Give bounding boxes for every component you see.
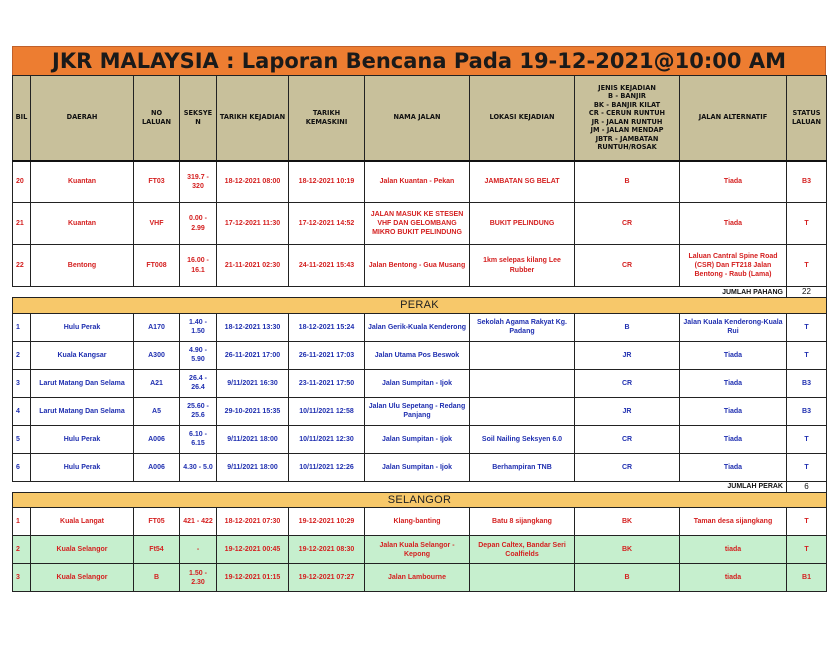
cell-tarikh-kejadian: 21-11-2021 02:30 (217, 245, 289, 287)
table-row (13, 453, 827, 481)
cell-status: T (787, 536, 827, 564)
cell-seksyen: 26.4 - 26.4 (180, 369, 217, 397)
cell-bil: 3 (13, 564, 31, 592)
cell-bil: 22 (13, 245, 31, 287)
cell-bil: 1 (13, 313, 31, 341)
disaster-report-sheet (12, 46, 826, 592)
cell-daerah: Hulu Perak (31, 453, 134, 481)
cell-lokasi (470, 564, 575, 592)
cell-tarikh-kemaskini: 24-11-2021 15:43 (289, 245, 365, 287)
cell-daerah: Hulu Perak (31, 425, 134, 453)
cell-no-laluan: A006 (134, 453, 180, 481)
cell-bil: 20 (13, 161, 31, 203)
total-label-perak: JUMLAH PERAK (13, 481, 787, 492)
cell-jenis: CR (575, 369, 680, 397)
cell-jenis: CR (575, 203, 680, 245)
cell-seksyen: 6.10 - 6.15 (180, 425, 217, 453)
section-header-perak (13, 298, 827, 313)
col-header-jenis-kejadian (575, 76, 680, 161)
cell-nama-jalan: Jalan Gerik-Kuala Kenderong (365, 313, 470, 341)
cell-tarikh-kemaskini: 23-11-2021 17:50 (289, 369, 365, 397)
table-row (13, 161, 827, 203)
cell-lokasi: BUKIT PELINDUNG (470, 203, 575, 245)
cell-tarikh-kemaskini: 10/11/2021 12:58 (289, 397, 365, 425)
table-row-highlighted (13, 564, 827, 592)
cell-tarikh-kemaskini: 18-12-2021 10:19 (289, 161, 365, 203)
cell-seksyen: 4.90 - 5.90 (180, 341, 217, 369)
cell-jenis: B (575, 161, 680, 203)
cell-alternatif: Jalan Kuala Kenderong-Kuala Rui (680, 313, 787, 341)
cell-tarikh-kejadian: 9/11/2021 16:30 (217, 369, 289, 397)
cell-jenis: JR (575, 397, 680, 425)
total-label-pahang: JUMLAH PAHANG (13, 287, 787, 298)
cell-jenis: B (575, 564, 680, 592)
cell-no-laluan: Ft54 (134, 536, 180, 564)
cell-bil: 2 (13, 341, 31, 369)
cell-daerah: Larut Matang Dan Selama (31, 397, 134, 425)
cell-no-laluan: FT05 (134, 508, 180, 536)
cell-tarikh-kejadian: 26-11-2021 17:00 (217, 341, 289, 369)
cell-tarikh-kemaskini: 18-12-2021 15:24 (289, 313, 365, 341)
cell-daerah: Kuala Selangor (31, 564, 134, 592)
col-header-jalan-alternatif: JALAN ALTERNATIF (680, 76, 787, 161)
cell-status: T (787, 313, 827, 341)
cell-alternatif: Tiada (680, 453, 787, 481)
cell-alternatif: Tiada (680, 161, 787, 203)
cell-status: T (787, 245, 827, 287)
col-header-daerah: DAERAH (31, 76, 134, 161)
cell-jenis: JR (575, 341, 680, 369)
cell-no-laluan: B (134, 564, 180, 592)
cell-bil: 2 (13, 536, 31, 564)
cell-alternatif: Tiada (680, 425, 787, 453)
cell-status: B3 (787, 397, 827, 425)
cell-tarikh-kejadian: 18-12-2021 08:00 (217, 161, 289, 203)
cell-nama-jalan: Jalan Bentong - Gua Musang (365, 245, 470, 287)
cell-lokasi: Batu 8 sijangkang (470, 508, 575, 536)
cell-tarikh-kemaskini: 17-12-2021 14:52 (289, 203, 365, 245)
cell-jenis: BK (575, 536, 680, 564)
cell-nama-jalan: Jalan Kuala Selangor - Kepong (365, 536, 470, 564)
cell-lokasi: 1km selepas kilang Lee Rubber (470, 245, 575, 287)
section-header-selangor (13, 493, 827, 508)
cell-status: B1 (787, 564, 827, 592)
cell-status: T (787, 341, 827, 369)
cell-no-laluan: FT008 (134, 245, 180, 287)
jenis-legend-bk: BK - BANJIR KILAT (593, 100, 661, 109)
jenis-legend-b: B - BANJIR (608, 92, 646, 101)
cell-alternatif: Tiada (680, 369, 787, 397)
cell-bil: 1 (13, 508, 31, 536)
table-row (13, 369, 827, 397)
jenis-legend-jr: JR - JALAN RUNTUH (591, 117, 663, 126)
cell-no-laluan: A5 (134, 397, 180, 425)
cell-lokasi (470, 369, 575, 397)
cell-nama-jalan: Jalan Sumpitan - Ijok (365, 453, 470, 481)
cell-tarikh-kejadian: 9/11/2021 18:00 (217, 453, 289, 481)
col-header-bil: BIL (13, 76, 31, 161)
cell-lokasi: Soil Nailing Seksyen 6.0 (470, 425, 575, 453)
section-label-perak: PERAK (13, 298, 827, 313)
cell-nama-jalan: Jalan Sumpitan - Ijok (365, 369, 470, 397)
cell-no-laluan: VHF (134, 203, 180, 245)
cell-status: T (787, 203, 827, 245)
cell-tarikh-kemaskini: 26-11-2021 17:03 (289, 341, 365, 369)
cell-tarikh-kejadian: 18-12-2021 07:30 (217, 508, 289, 536)
table-row (13, 508, 827, 536)
cell-daerah: Kuantan (31, 161, 134, 203)
cell-seksyen: 1.40 - 1.50 (180, 313, 217, 341)
cell-seksyen: 16.00 - 16.1 (180, 245, 217, 287)
cell-tarikh-kemaskini: 19-12-2021 08:30 (289, 536, 365, 564)
cell-jenis: CR (575, 245, 680, 287)
cell-bil: 6 (13, 453, 31, 481)
report-title: JKR MALAYSIA : Laporan Bencana Pada 19-12-2021@10:00 AM (12, 46, 826, 75)
cell-no-laluan: FT03 (134, 161, 180, 203)
cell-tarikh-kemaskini: 19-12-2021 10:29 (289, 508, 365, 536)
cell-nama-jalan: JALAN MASUK KE STESEN VHF DAN GELOMBANG MIKRO BUKIT PELINDUNG (365, 203, 470, 245)
jenis-legend-jm: JM - JALAN MENDAP (590, 126, 664, 135)
cell-seksyen: 0.00 - 2.99 (180, 203, 217, 245)
cell-tarikh-kemaskini: 10/11/2021 12:26 (289, 453, 365, 481)
total-value-perak: 6 (787, 481, 827, 492)
cell-daerah: Kuantan (31, 203, 134, 245)
cell-bil: 4 (13, 397, 31, 425)
table-row (13, 341, 827, 369)
cell-daerah: Larut Matang Dan Selama (31, 369, 134, 397)
cell-bil: 5 (13, 425, 31, 453)
cell-nama-jalan: Klang-banting (365, 508, 470, 536)
cell-alternatif: Laluan Cantral Spine Road (CSR) Dan FT218 Jalan Bentong - Raub (Lama) (680, 245, 787, 287)
jenis-legend-jbtr: JBTR - JAMBATAN (595, 134, 659, 143)
cell-daerah: Kuala Kangsar (31, 341, 134, 369)
cell-seksyen: 25.60 - 25.6 (180, 397, 217, 425)
cell-lokasi: Depan Caltex, Bandar Seri Coalfields (470, 536, 575, 564)
cell-no-laluan: A170 (134, 313, 180, 341)
cell-tarikh-kejadian: 18-12-2021 13:30 (217, 313, 289, 341)
section-label-selangor: SELANGOR (13, 493, 827, 508)
col-header-seksyen: SEKSYE N (180, 76, 217, 161)
cell-lokasi (470, 397, 575, 425)
col-header-status-laluan: STATUS LALUAN (787, 76, 827, 161)
report-table (12, 75, 827, 592)
cell-tarikh-kemaskini: 19-12-2021 07:27 (289, 564, 365, 592)
total-value-pahang: 22 (787, 287, 827, 298)
col-header-tarikh-kejadian: TARIKH KEJADIAN (217, 76, 289, 161)
cell-no-laluan: A21 (134, 369, 180, 397)
cell-jenis: B (575, 313, 680, 341)
total-row-pahang (13, 287, 827, 298)
cell-bil: 21 (13, 203, 31, 245)
col-header-nama-jalan: NAMA JALAN (365, 76, 470, 161)
cell-jenis: BK (575, 508, 680, 536)
cell-tarikh-kejadian: 17-12-2021 11:30 (217, 203, 289, 245)
table-row (13, 425, 827, 453)
table-row (13, 245, 827, 287)
cell-status: B3 (787, 369, 827, 397)
cell-alternatif: Taman desa sijangkang (680, 508, 787, 536)
cell-no-laluan: A006 (134, 425, 180, 453)
cell-nama-jalan: Jalan Utama Pos Beswok (365, 341, 470, 369)
cell-lokasi: JAMBATAN SG BELAT (470, 161, 575, 203)
total-row-perak (13, 481, 827, 492)
cell-alternatif: tiada (680, 564, 787, 592)
cell-alternatif: Tiada (680, 397, 787, 425)
cell-daerah: Hulu Perak (31, 313, 134, 341)
cell-nama-jalan: Jalan Sumpitan - Ijok (365, 425, 470, 453)
cell-seksyen: 319.7 - 320 (180, 161, 217, 203)
cell-nama-jalan: Jalan Ulu Sepetang - Redang Panjang (365, 397, 470, 425)
table-header-row (13, 76, 827, 161)
cell-daerah: Kuala Langat (31, 508, 134, 536)
cell-alternatif: Tiada (680, 203, 787, 245)
table-row (13, 203, 827, 245)
cell-jenis: CR (575, 453, 680, 481)
cell-tarikh-kejadian: 29-10-2021 15:35 (217, 397, 289, 425)
cell-nama-jalan: Jalan Kuantan - Pekan (365, 161, 470, 203)
cell-seksyen: 1.50 - 2.30 (180, 564, 217, 592)
col-header-tarikh-kemaskini: TARIKH KEMASKINI (289, 76, 365, 161)
cell-tarikh-kejadian: 19-12-2021 01:15 (217, 564, 289, 592)
cell-lokasi (470, 341, 575, 369)
jenis-legend-title: JENIS KEJADIAN (598, 83, 656, 92)
cell-alternatif: tiada (680, 536, 787, 564)
cell-status: T (787, 453, 827, 481)
jenis-legend-jbtr-cont: RUNTUH/ROSAK (597, 143, 657, 152)
cell-tarikh-kejadian: 9/11/2021 18:00 (217, 425, 289, 453)
cell-tarikh-kejadian: 19-12-2021 00:45 (217, 536, 289, 564)
table-row-highlighted (13, 536, 827, 564)
cell-seksyen: 421 - 422 (180, 508, 217, 536)
cell-daerah: Kuala Selangor (31, 536, 134, 564)
cell-tarikh-kemaskini: 10/11/2021 12:30 (289, 425, 365, 453)
cell-daerah: Bentong (31, 245, 134, 287)
cell-seksyen: - (180, 536, 217, 564)
jenis-legend-cr: CR - CERUN RUNTUH (588, 109, 666, 118)
cell-status: T (787, 508, 827, 536)
cell-nama-jalan: Jalan Lambourne (365, 564, 470, 592)
cell-alternatif: Tiada (680, 341, 787, 369)
cell-status: B3 (787, 161, 827, 203)
cell-status: T (787, 425, 827, 453)
table-row (13, 397, 827, 425)
cell-bil: 3 (13, 369, 31, 397)
cell-lokasi: Sekolah Agama Rakyat Kg. Padang (470, 313, 575, 341)
cell-no-laluan: A300 (134, 341, 180, 369)
cell-jenis: CR (575, 425, 680, 453)
col-header-no-laluan: NO LALUAN (134, 76, 180, 161)
cell-lokasi: Berhampiran TNB (470, 453, 575, 481)
cell-seksyen: 4.30 - 5.0 (180, 453, 217, 481)
col-header-lokasi-kejadian: LOKASI KEJADIAN (470, 76, 575, 161)
table-row (13, 313, 827, 341)
